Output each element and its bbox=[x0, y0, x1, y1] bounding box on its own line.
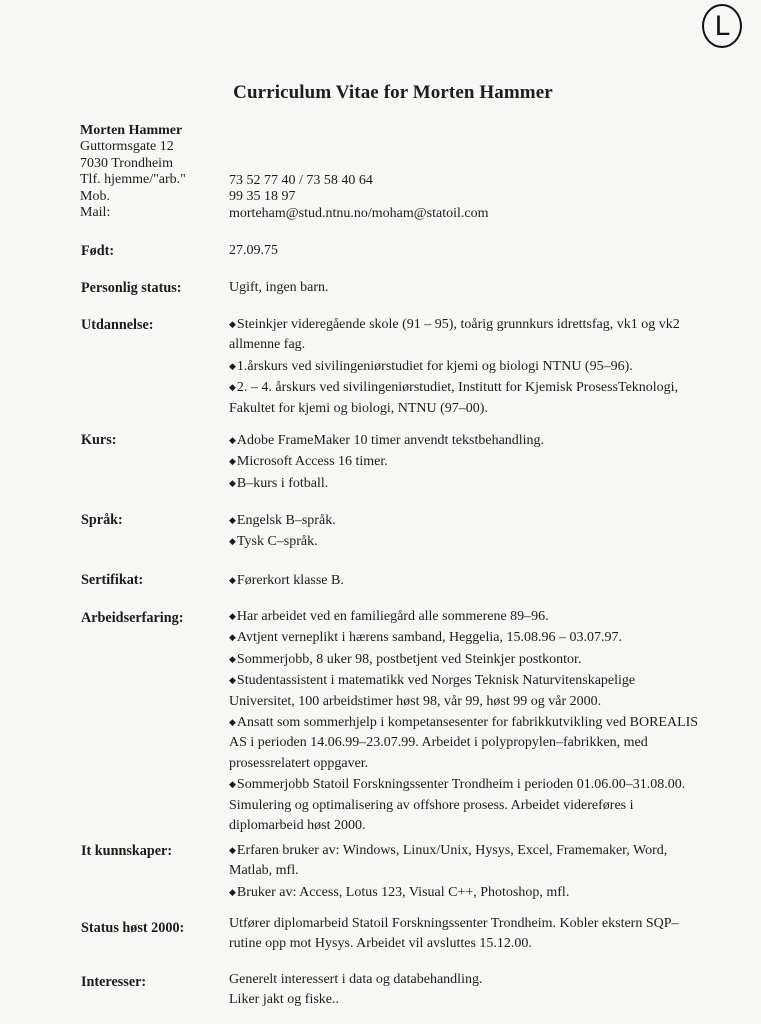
courses-label: Kurs: bbox=[81, 432, 117, 448]
mobile-value: 99 35 18 97 bbox=[229, 189, 296, 205]
list-item: ◆Microsoft Access 16 timer. bbox=[229, 454, 388, 470]
interests-line: Generelt interessert i data og databehandling. bbox=[229, 972, 483, 987]
born-value: 27.09.75 bbox=[229, 243, 278, 258]
bullet-icon: ◆ bbox=[229, 779, 236, 790]
work-label: Arbeidserfaring: bbox=[81, 610, 184, 626]
list-item: ◆Engelsk B–språk. bbox=[229, 513, 336, 528]
bullet-icon: ◆ bbox=[229, 653, 236, 664]
education-list bbox=[229, 314, 699, 419]
phone-label: Tlf. hjemme/"arb." bbox=[80, 172, 186, 188]
bullet-icon: ◆ bbox=[229, 675, 236, 686]
street-address: Guttormsgate 12 bbox=[80, 139, 174, 155]
bullet-icon: ◆ bbox=[229, 886, 236, 897]
bullet-icon: ◆ bbox=[229, 382, 236, 393]
phone-value: 73 52 77 40 / 73 58 40 64 bbox=[229, 173, 373, 188]
status-label: Status høst 2000: bbox=[81, 920, 185, 936]
list-item: ◆Ansatt som sommerhjelp i kompetansesenter for fabrikkutvikling ved BOREALIS AS i perioden 14.06.99–23.07.99. Arbeidet i polypropylen–fabrikken, med prosessrelatert oppgaver. bbox=[229, 715, 699, 771]
mail-value: morteham@stud.ntnu.no/moham@statoil.com bbox=[229, 205, 489, 221]
it-skills-list bbox=[229, 840, 699, 903]
bullet-icon: ◆ bbox=[229, 632, 236, 643]
person-name: Morten Hammer bbox=[80, 123, 183, 138]
contact-values bbox=[229, 173, 699, 222]
languages-label: Språk: bbox=[81, 512, 123, 528]
certificate-list bbox=[229, 570, 699, 591]
education-label: Utdannelse: bbox=[81, 317, 154, 333]
list-item: ◆1.årskurs ved sivilingeniørstudiet for kjemi og biologi NTNU (95–96). bbox=[229, 358, 633, 374]
list-item: ◆Avtjent verneplikt i hærens samband, Heggelia, 15.08.96 – 03.07.97. bbox=[229, 630, 622, 646]
interests-value bbox=[229, 970, 699, 1011]
list-item: ◆Sommerjobb, 8 uker 98, postbetjent ved Steinkjer postkontor. bbox=[229, 651, 582, 667]
bullet-icon: ◆ bbox=[229, 717, 236, 728]
document-title: Curriculum Vitae for Morten Hammer bbox=[233, 82, 553, 103]
list-item: ◆2. – 4. årskurs ved sivilingeniørstudiet, Institutt for Kjemisk ProsessTeknologi, Fakultet for kjemi og biologi, NTNU (97–00). bbox=[229, 380, 679, 416]
address-block bbox=[80, 123, 186, 221]
bullet-icon: ◆ bbox=[229, 611, 236, 621]
courses-list bbox=[229, 430, 699, 494]
list-item: ◆Førerkort klasse B. bbox=[229, 573, 344, 588]
it-skills-label: It kunnskaper: bbox=[81, 843, 173, 859]
languages-list bbox=[229, 510, 699, 553]
work-list bbox=[229, 606, 699, 836]
certificate-label: Sertifikat: bbox=[81, 572, 144, 588]
interests-label: Interesser: bbox=[81, 974, 147, 990]
interests-line: Liker jakt og fiske.. bbox=[229, 992, 340, 1008]
list-item: ◆Tysk C–språk. bbox=[229, 534, 318, 550]
bullet-icon: ◆ bbox=[229, 477, 236, 488]
status-value: Utfører diplomarbeid Statoil Forskningssenter Trondheim. Kobler ekstern SQP–rutine opp mot Hysys. Arbeidet vil avsluttes 15.12.00. bbox=[229, 916, 679, 952]
list-item: ◆Sommerjobb Statoil Forskningssenter Trondheim i perioden 01.06.00–31.08.00. Simulering og optimalisering av offshore prosess. Arbeidet videreføres i diplomarbeid høst 2000. bbox=[229, 777, 686, 834]
list-item: ◆Bruker av: Access, Lotus 123, Visual C++, Photoshop, mfl. bbox=[229, 884, 570, 900]
bullet-icon: ◆ bbox=[229, 435, 236, 445]
list-item: ◆Studentassistent i matematikk ved Norges Teknisk Naturvitenskapelige Universitet, 100 arbeidstimer høst 98, vår 99, høst 99 og vår 2000. bbox=[229, 673, 636, 709]
bullet-icon: ◆ bbox=[229, 319, 236, 329]
personal-status-value: Ugift, ingen barn. bbox=[229, 280, 329, 295]
list-item: ◆B–kurs i fotball. bbox=[229, 475, 329, 491]
list-item: ◆Har arbeidet ved en familiegård alle sommerene 89–96. bbox=[229, 609, 549, 624]
bullet-icon: ◆ bbox=[229, 515, 236, 525]
city-address: 7030 Trondheim bbox=[80, 155, 173, 171]
bullet-icon: ◆ bbox=[229, 575, 236, 585]
mail-label: Mail: bbox=[80, 205, 111, 221]
bullet-icon: ◆ bbox=[229, 360, 236, 371]
bullet-icon: ◆ bbox=[229, 456, 236, 467]
bullet-icon: ◆ bbox=[229, 536, 236, 547]
list-item: ◆Adobe FrameMaker 10 timer anvendt tekstbehandling. bbox=[229, 433, 545, 448]
born-label: Født: bbox=[81, 243, 115, 259]
circled-page-mark: L bbox=[702, 4, 742, 48]
bullet-icon: ◆ bbox=[229, 845, 236, 855]
mobile-label: Mob. bbox=[80, 188, 110, 204]
personal-status-label: Personlig status: bbox=[81, 280, 182, 296]
list-item: ◆Steinkjer videregående skole (91 – 95), toårig grunnkurs idrettsfag, vk1 og vk2 allmenne fag. bbox=[229, 317, 680, 353]
list-item: ◆Erfaren bruker av: Windows, Linux/Unix, Hysys, Excel, Framemaker, Word, Matlab, mfl. bbox=[229, 843, 668, 879]
